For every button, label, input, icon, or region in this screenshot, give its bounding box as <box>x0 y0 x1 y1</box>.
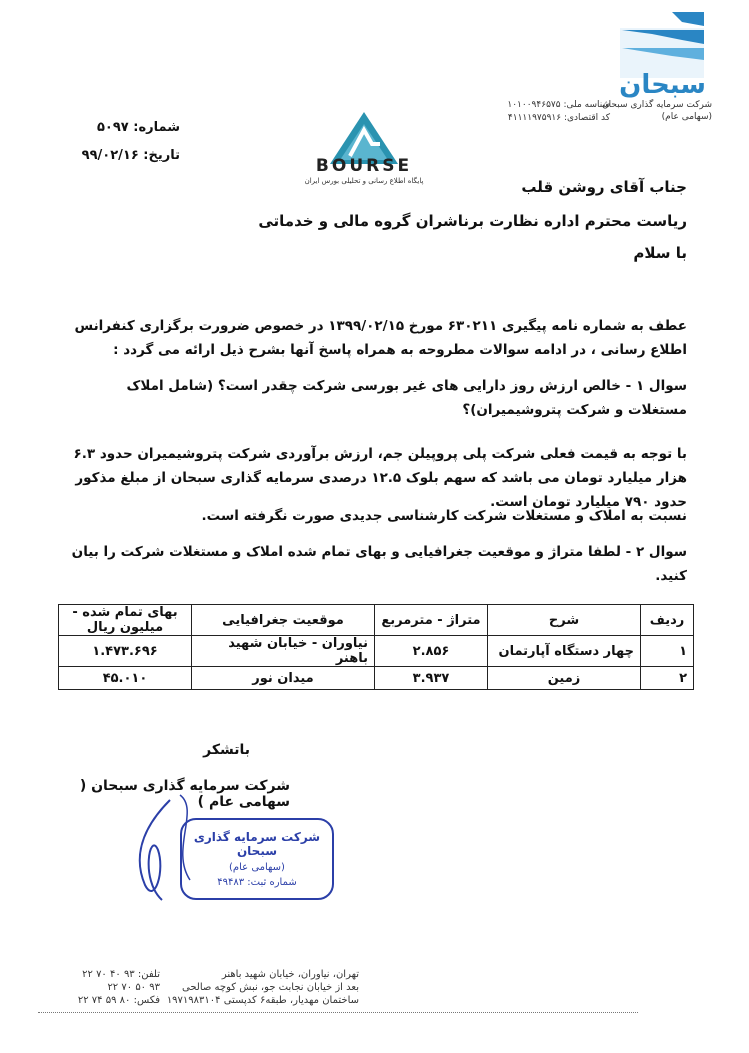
answer-1-note: نسبت به املاک و مستغلات شرکت کارشناسی جدیدی صورت نگرفته است. <box>201 508 687 524</box>
table-header-cell: متراژ - مترمربع <box>375 605 488 636</box>
table-cell: زمین <box>488 667 641 690</box>
footer-fax: فکس: ۸۰ ۵۹ ۷۴ ۲۲ <box>77 995 160 1006</box>
table-cell: ۱.۴۷۳.۶۹۶ <box>59 636 192 667</box>
company-stamp <box>180 818 334 900</box>
sobhan-logo <box>602 8 712 122</box>
sobhan-logo-word: سبحان <box>619 70 706 100</box>
table-cell: ۲.۸۵۶ <box>375 636 488 667</box>
closing-thanks: باتشکر <box>203 742 250 758</box>
table-header-cell: ردیف <box>641 605 694 636</box>
sobhan-logo-mark-icon <box>612 8 712 78</box>
national-id: شناسه ملی: ۱۰۱۰۰۹۴۶۵۷۵ <box>507 100 610 110</box>
greeting: با سلام <box>633 244 687 262</box>
stamp-line-3: شماره ثبت: ۴۹۴۸۳ <box>217 877 297 888</box>
footer-address-line: بعد از خیابان نجابت جو، نبش کوچه صالحی <box>182 982 359 993</box>
bourse-logo <box>300 110 428 192</box>
table-header-cell: موقعیت جغرافیایی <box>192 605 375 636</box>
bourse-caption: پایگاه اطلاع رسانی و تحلیلی بورس ایران <box>304 177 424 185</box>
table-header-cell: شرح <box>488 605 641 636</box>
table-row <box>59 636 694 667</box>
intro-paragraph: عطف به شماره نامه پیگیری ۶۳۰۲۱۱ مورخ ۱۳۹۹/۰۲/۱۵ در خصوص ضرورت برگزاری کنفرانس اطلاع رسانی ، در ادامه سوالات مطروحه به همراه پاسخ آنها بشرح ذیل ارائه می گردد : <box>74 318 687 358</box>
footer-phone: تلفن: ۹۳ ۴۰ ۷۰ ۲۲ <box>82 969 160 980</box>
letter-date: تاریخ: ۹۹/۰۲/۱۶ <box>81 148 180 163</box>
table-cell: ۲ <box>641 667 694 690</box>
footer-phone: ۹۳ ۵۰ ۷۰ ۲۲ <box>107 982 160 993</box>
economic-code: کد اقتصادی: ۴۱۱۱۱۹۷۵۹۱۶ <box>507 113 610 123</box>
addressee-name: جناب آقای روشن قلب <box>521 178 687 196</box>
addressee-title: ریاست محترم اداره نظارت برناشران گروه مالی و خدماتی <box>258 212 687 230</box>
footer-address-line: ساختمان مهدیار، طبقه۶ کدپستی ۱۹۷۱۹۸۳۱۰۴ <box>166 995 359 1006</box>
table-header-cell: بهای تمام شده - میلیون ریال <box>59 605 192 636</box>
table-cell: میدان نور <box>192 667 375 690</box>
question-2: سوال ۲ - لطفا متراژ و موقعیت جغرافیایی و بهای تمام شده املاک و مستغلات شرکت را بیان کنید. <box>71 544 687 584</box>
table-cell: ۳.۹۳۷ <box>375 667 488 690</box>
stamp-line-1: شرکت سرمایه گذاری سبحان <box>193 830 321 858</box>
bourse-wordmark: BOURSE <box>315 156 413 176</box>
letter-number: شماره: ۵۰۹۷ <box>96 120 180 135</box>
company-type: (سهامی عام) <box>661 112 712 122</box>
company-name: شرکت سرمایه گذاری سبحان <box>602 100 712 110</box>
table-cell: چهار دستگاه آپارتمان <box>488 636 641 667</box>
signatory: شرکت سرمایه گذاری سبحان ( سهامی عام ) <box>79 778 290 810</box>
table-cell: ۴۵.۰۱۰ <box>59 667 192 690</box>
table-cell: ۱ <box>641 636 694 667</box>
stamp-line-2: (سهامی عام) <box>229 862 285 873</box>
properties-table <box>58 604 694 690</box>
footer-phones <box>40 968 160 1007</box>
question-1: سوال ۱ - خالص ارزش روز دارایی های غیر بورسی شرکت چقدر است؟ (شامل املاک مستغلات و شرکت پتروشیمیران)؟ <box>126 378 687 418</box>
footer-address-line: تهران، نیاوران، خیابان شهید باهنر <box>221 969 359 980</box>
answer-1: با توجه به قیمت فعلی شرکت پلی پروپیلن جم، ارزش برآوردی شرکت پتروشیمیران حدود ۶.۳ هزار میلیارد تومان می باشد که سهم بلوک ۱۲.۵ درصدی سرمایه گذاری سبحان از مبلغ مذکور حدود ۷۹۰ میلیارد تومان است. <box>73 446 687 510</box>
footer-divider <box>38 1012 638 1013</box>
table-row <box>59 667 694 690</box>
table-cell: نیاوران - خیابان شهید باهنر <box>192 636 375 667</box>
table-header-row <box>59 605 694 636</box>
